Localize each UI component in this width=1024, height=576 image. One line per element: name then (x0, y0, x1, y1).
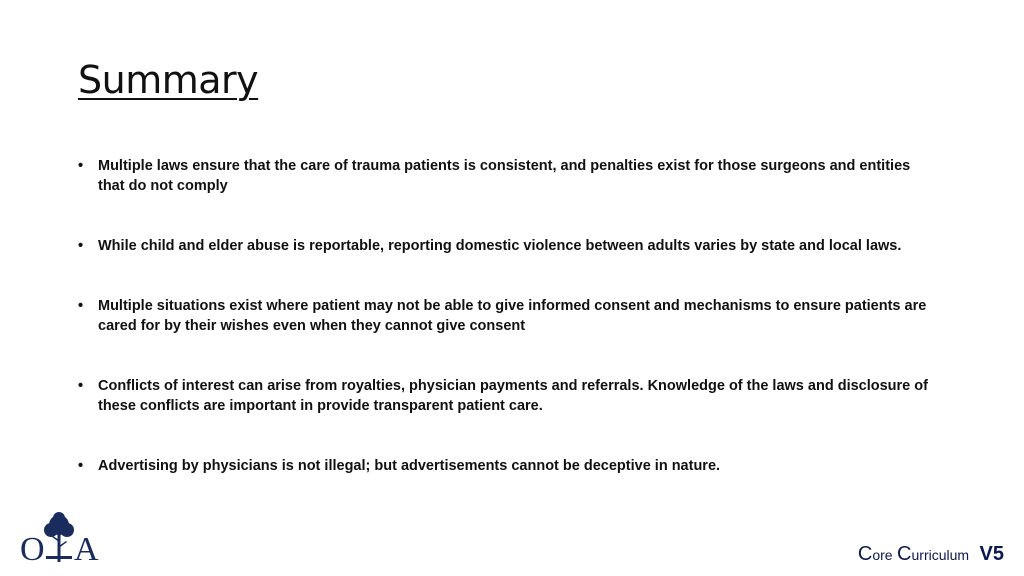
bullet-item: • Multiple laws ensure that the care of trauma patients is consistent, and penalties exist for those surgeons and entities that do not comply (78, 156, 938, 196)
tree-icon (44, 512, 74, 562)
footer-core-curriculum: Core Curriculum V5 (857, 543, 1004, 565)
slide-title: Summary (78, 58, 259, 102)
bullet-item: • While child and elder abuse is reportable, reporting domestic violence between adults varies by state and local laws. (78, 236, 938, 256)
logo-letter-o: O (20, 531, 45, 568)
bullet-item: • Conflicts of interest can arise from royalties, physician payments and referrals. Knowledge of the laws and disclosure of these conflicts are important in provide transparent patient care. (78, 376, 938, 416)
bullet-item: • Multiple situations exist where patient may not be able to give informed consent and mechanisms to ensure patients are cared for by their wishes even when they cannot give consent (78, 296, 938, 336)
ota-logo-graphic (16, 512, 102, 568)
bullet-list (78, 156, 938, 476)
logo-letter-a: A (74, 531, 99, 568)
ota-logo (16, 512, 102, 568)
bullet-item: • Advertising by physicians is not illegal; but advertisements cannot be deceptive in nature. (78, 456, 938, 476)
version-label: V5 (979, 543, 1004, 565)
